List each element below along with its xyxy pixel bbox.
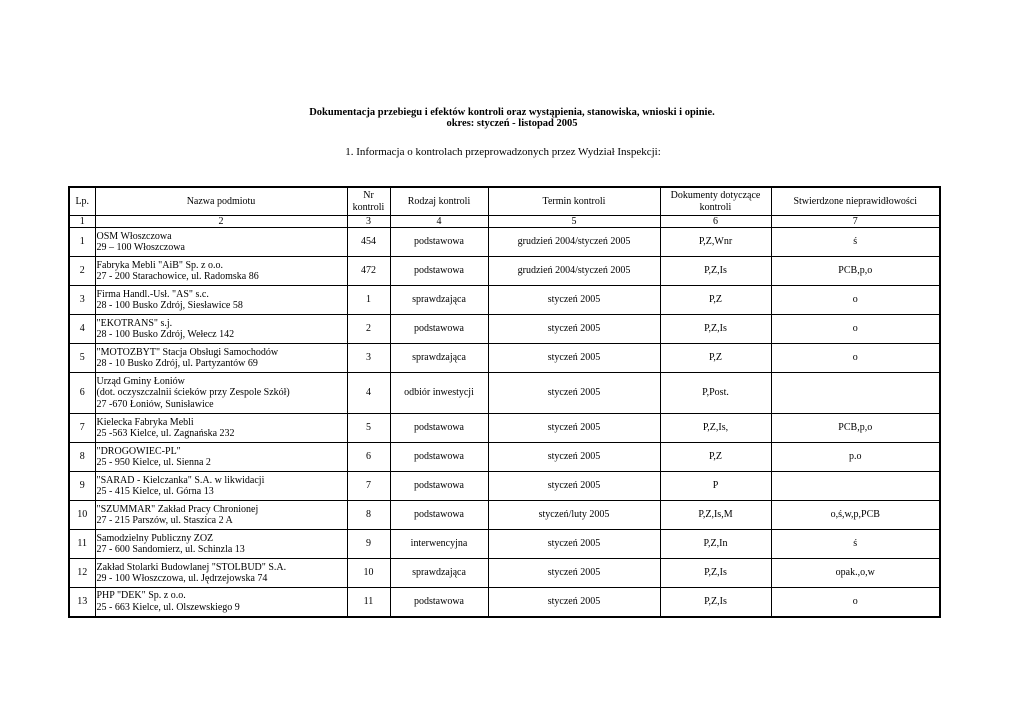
row-control-type: podstawowa: [390, 228, 488, 257]
row-documents: P,Z: [660, 286, 771, 315]
entity-name-line: 27 - 215 Parszów, ul. Staszica 2 A: [96, 515, 233, 526]
row-control-date: styczeń 2005: [488, 344, 660, 373]
table-row: [69, 414, 940, 443]
row-control-type: sprawdzająca: [390, 559, 488, 588]
entity-name-line: OSM Włoszczowa: [96, 230, 172, 242]
entity-name-line: Firma Handl.-Usł. "AS" s.c.: [96, 288, 209, 300]
row-findings: o: [771, 315, 940, 344]
row-findings: PCB,p,o: [771, 257, 940, 286]
row-lp: 3: [69, 286, 95, 315]
row-entity-name: [95, 501, 347, 530]
row-control-nr: 11: [347, 588, 390, 617]
column-number: 4: [390, 216, 488, 228]
entity-name-line: "DROGOWIEC-PL": [96, 445, 181, 457]
col-header-nr-line1: Nr: [363, 190, 374, 201]
table-row: [69, 559, 940, 588]
entity-name-line: 28 - 10 Busko Zdrój, ul. Partyzantów 69: [96, 358, 258, 369]
row-documents: P,Z: [660, 344, 771, 373]
row-control-type: podstawowa: [390, 588, 488, 617]
row-control-date: styczeń 2005: [488, 472, 660, 501]
entity-name-line: 25 - 415 Kielce, ul. Górna 13: [96, 486, 214, 497]
row-documents: P,Z,Is,: [660, 414, 771, 443]
row-control-nr: 8: [347, 501, 390, 530]
row-lp: 11: [69, 530, 95, 559]
row-findings: opak.,o,w: [771, 559, 940, 588]
table-row: [69, 443, 940, 472]
column-number: 3: [347, 216, 390, 228]
document-title: Dokumentacja przebiegu i efektów kontroli oraz wystąpienia, stanowiska, wnioski i opinie.: [309, 107, 715, 118]
column-number: 7: [771, 216, 940, 228]
row-lp: 10: [69, 501, 95, 530]
entity-name-line: 28 - 100 Busko Zdrój, Siesławice 58: [96, 300, 243, 311]
row-control-type: podstawowa: [390, 315, 488, 344]
column-number: 6: [660, 216, 771, 228]
section-heading: 1. Informacja o kontrolach przeprowadzonych przez Wydział Inspekcji:: [345, 146, 661, 158]
row-entity-name: [95, 530, 347, 559]
entity-name-line: 25 - 663 Kielce, ul. Olszewskiego 9: [96, 601, 240, 613]
row-control-nr: 1: [347, 286, 390, 315]
column-number: 1: [69, 216, 95, 228]
row-control-type: podstawowa: [390, 443, 488, 472]
row-control-date: styczeń 2005: [488, 414, 660, 443]
row-documents: P,Z,Is: [660, 257, 771, 286]
row-control-nr: 10: [347, 559, 390, 588]
entity-name-line: 25 - 950 Kielce, ul. Sienna 2: [96, 457, 211, 468]
col-header-docs-line2: kontroli: [699, 201, 732, 213]
row-documents: P,Post.: [660, 373, 771, 414]
entity-name-line: Samodzielny Publiczny ZOZ: [96, 532, 214, 544]
entity-name-line: (dot. oczyszczalnii ścieków przy Zespole Szkół): [96, 387, 290, 399]
col-header-date: Termin kontroli: [488, 187, 660, 216]
table-row: [69, 228, 940, 257]
row-findings: [771, 373, 940, 414]
col-header-docs-line1: Dokumenty dotyczące: [670, 190, 761, 201]
table-row: [69, 588, 940, 617]
row-control-date: styczeń 2005: [488, 373, 660, 414]
row-documents: P: [660, 472, 771, 501]
entity-name-line: "EKOTRANS" s.j.: [96, 317, 173, 329]
row-control-date: styczeń 2005: [488, 530, 660, 559]
col-header-lp: Lp.: [69, 187, 95, 216]
row-findings: [771, 472, 940, 501]
row-entity-name: [95, 559, 347, 588]
table-row: [69, 501, 940, 530]
table-body: [69, 228, 940, 617]
row-control-date: grudzień 2004/styczeń 2005: [488, 257, 660, 286]
entity-name-line: PHP "DEK" Sp. z o.o.: [96, 590, 186, 602]
entity-name-line: 28 - 100 Busko Zdrój, Wełecz 142: [96, 329, 235, 340]
row-documents: P,Z,In: [660, 530, 771, 559]
col-header-name: Nazwa podmiotu: [95, 187, 347, 216]
row-documents: P,Z,Is: [660, 315, 771, 344]
entity-name-line: "SZUMMAR" Zakład Pracy Chronionej: [96, 503, 259, 515]
row-control-date: styczeń 2005: [488, 315, 660, 344]
entity-name-line: Zakład Stolarki Budowlanej "STOLBUD" S.A.: [96, 561, 287, 573]
row-findings: o,ś,w,p,PCB: [771, 501, 940, 530]
row-lp: 5: [69, 344, 95, 373]
entity-name-line: 27 -670 Łoniów, Sunisławice: [96, 398, 214, 410]
inspection-table: [68, 186, 941, 618]
table-row: [69, 373, 940, 414]
table-row: [69, 472, 940, 501]
row-findings: PCB,p,o: [771, 414, 940, 443]
row-entity-name: [95, 286, 347, 315]
col-header-findings: Stwierdzone nieprawidłowości: [771, 187, 940, 216]
row-control-date: styczeń 2005: [488, 443, 660, 472]
row-findings: ś: [771, 530, 940, 559]
table-row: [69, 286, 940, 315]
column-number: 2: [95, 216, 347, 228]
row-entity-name: [95, 315, 347, 344]
row-lp: 13: [69, 588, 95, 617]
row-control-type: sprawdzająca: [390, 344, 488, 373]
row-control-nr: 2: [347, 315, 390, 344]
row-control-date: styczeń 2005: [488, 559, 660, 588]
row-documents: P,Z,Wnr: [660, 228, 771, 257]
col-header-type: Rodzaj kontroli: [390, 187, 488, 216]
row-documents: P,Z,Is,M: [660, 501, 771, 530]
header-row: [69, 187, 940, 216]
row-lp: 9: [69, 472, 95, 501]
row-findings: o: [771, 286, 940, 315]
row-entity-name: [95, 443, 347, 472]
row-documents: P,Z: [660, 443, 771, 472]
row-entity-name: [95, 373, 347, 414]
row-control-nr: 3: [347, 344, 390, 373]
row-lp: 1: [69, 228, 95, 257]
row-control-type: interwencyjna: [390, 530, 488, 559]
row-control-type: podstawowa: [390, 257, 488, 286]
column-number: 5: [488, 216, 660, 228]
table-row: [69, 257, 940, 286]
row-lp: 4: [69, 315, 95, 344]
row-control-type: podstawowa: [390, 472, 488, 501]
row-lp: 7: [69, 414, 95, 443]
entity-name-line: 29 - 100 Włoszczowa, ul. Jędrzejowska 74: [96, 573, 268, 584]
row-findings: o: [771, 588, 940, 617]
table-row: [69, 344, 940, 373]
row-documents: P,Z,Is: [660, 559, 771, 588]
row-entity-name: [95, 344, 347, 373]
row-findings: p.o: [771, 443, 940, 472]
row-lp: 8: [69, 443, 95, 472]
entity-name-line: 25 -563 Kielce, ul. Zagnańska 232: [96, 428, 235, 439]
row-control-type: sprawdzająca: [390, 286, 488, 315]
row-entity-name: [95, 588, 347, 617]
col-header-nr: [347, 187, 390, 216]
row-findings: ś: [771, 228, 940, 257]
entity-name-line: Fabryka Mebli "AiB" Sp. z o.o.: [96, 259, 223, 271]
entity-name-line: 29 – 100 Włoszczowa: [96, 242, 185, 253]
row-entity-name: [95, 414, 347, 443]
row-control-date: styczeń/luty 2005: [488, 501, 660, 530]
row-control-date: grudzień 2004/styczeń 2005: [488, 228, 660, 257]
row-control-nr: 472: [347, 257, 390, 286]
entity-name-line: 27 - 600 Sandomierz, ul. Schinzla 13: [96, 544, 245, 555]
row-control-nr: 7: [347, 472, 390, 501]
row-control-nr: 454: [347, 228, 390, 257]
row-control-nr: 9: [347, 530, 390, 559]
row-control-date: styczeń 2005: [488, 286, 660, 315]
row-entity-name: [95, 472, 347, 501]
entity-name-line: "MOTOZBYT" Stacja Obsługi Samochodów: [96, 346, 279, 358]
document-period: okres: styczeń - listopad 2005: [446, 118, 578, 129]
table-row: [69, 530, 940, 559]
row-findings: o: [771, 344, 940, 373]
row-lp: 12: [69, 559, 95, 588]
row-control-type: odbiór inwestycji: [390, 373, 488, 414]
entity-name-line: Urząd Gminy Łoniów: [96, 375, 185, 387]
entity-name-line: Kielecka Fabryka Mebli: [96, 416, 194, 428]
entity-name-line: 27 - 200 Starachowice, ul. Radomska 86: [96, 271, 259, 282]
row-entity-name: [95, 228, 347, 257]
row-entity-name: [95, 257, 347, 286]
row-control-nr: 5: [347, 414, 390, 443]
row-lp: 6: [69, 373, 95, 414]
row-control-type: podstawowa: [390, 414, 488, 443]
entity-name-line: "SARAD - Kielczanka" S.A. w likwidacji: [96, 474, 265, 486]
col-header-docs: [660, 187, 771, 216]
col-header-nr-line2: kontroli: [352, 201, 385, 213]
row-control-nr: 6: [347, 443, 390, 472]
row-control-date: styczeń 2005: [488, 588, 660, 617]
row-lp: 2: [69, 257, 95, 286]
row-documents: P,Z,Is: [660, 588, 771, 617]
row-control-nr: 4: [347, 373, 390, 414]
row-control-type: podstawowa: [390, 501, 488, 530]
table-row: [69, 315, 940, 344]
column-number-row: [69, 216, 940, 228]
